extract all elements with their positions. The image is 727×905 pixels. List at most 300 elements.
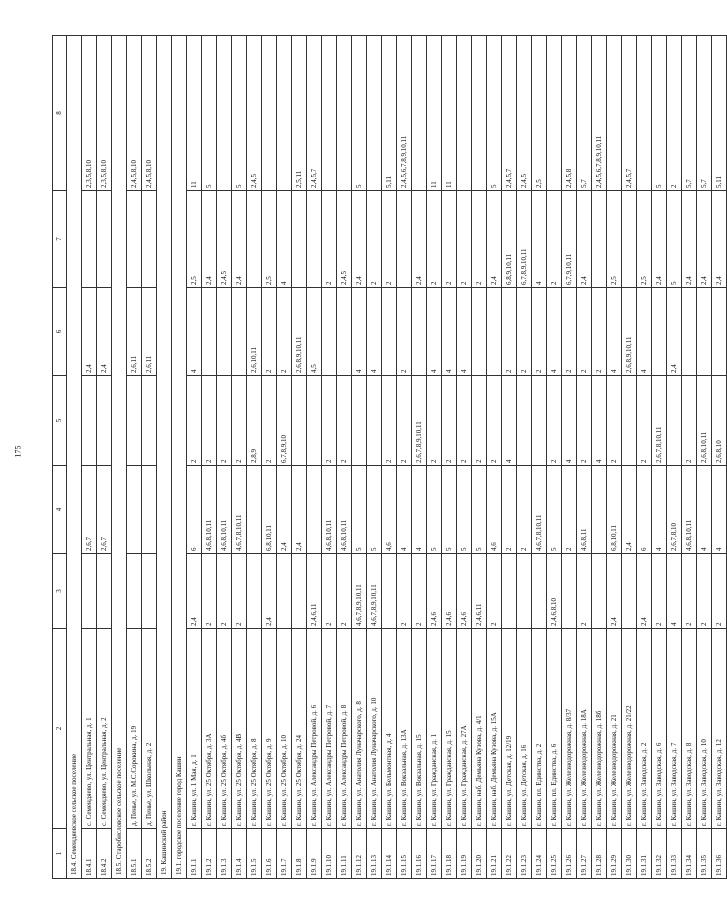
code-cell	[247, 554, 262, 629]
section-row	[67, 36, 82, 879]
code-cell: 5	[352, 466, 367, 554]
address-cell: г. Кашин, ул. 1 Мая, д. 1	[187, 629, 202, 829]
code-cell: 2	[217, 376, 232, 466]
address-cell: д. Пенье, ул. Школьная, д. 2	[142, 629, 157, 829]
row-number-cell: 19.1.28	[592, 829, 607, 879]
code-cell: 2,6,8,10,11	[697, 376, 712, 466]
code-cell	[592, 466, 607, 554]
code-cell: 2	[577, 376, 592, 466]
code-cell: 2,4	[682, 191, 697, 288]
row-number-cell: 19.1.2	[202, 829, 217, 879]
code-cell: 2,4	[622, 466, 637, 554]
table-row	[202, 36, 217, 879]
code-cell: 2,4,5,8,10	[127, 36, 142, 191]
row-number-cell: 19.1.20	[472, 829, 487, 879]
code-cell: 2,4	[487, 191, 502, 288]
code-cell: 2	[682, 376, 697, 466]
code-cell: 2	[487, 554, 502, 629]
code-cell: 2	[592, 288, 607, 376]
code-cell: 2,4,5,6,7,8,9,10,11	[592, 36, 607, 191]
table-row	[622, 36, 637, 879]
code-cell: 5	[547, 466, 562, 554]
code-cell: 4	[397, 466, 412, 554]
column-number: 1	[53, 829, 67, 879]
code-cell: 2,4	[667, 288, 682, 376]
code-cell: 6,7,8,9,10,11	[517, 191, 532, 288]
address-cell: г. Кашин, ул. 25 Октября, д. 3А	[202, 629, 217, 829]
code-cell	[382, 288, 397, 376]
code-cell: 2	[397, 376, 412, 466]
address-cell: г. Кашин, ул. Александры Петровой, д. 8	[337, 629, 352, 829]
code-cell	[142, 554, 157, 629]
row-number-cell: 19.1.30	[622, 829, 637, 879]
code-cell: 4	[187, 288, 202, 376]
code-cell: 4	[637, 288, 652, 376]
code-cell: 4,6,8,10,11	[217, 466, 232, 554]
table-row	[577, 36, 592, 879]
code-cell	[367, 376, 382, 466]
address-cell: г. Кашин, ул. 25 Октября, д. 10	[277, 629, 292, 829]
code-cell: 4	[442, 288, 457, 376]
code-cell	[97, 376, 112, 466]
code-cell: 11	[187, 36, 202, 191]
code-cell: 2	[412, 554, 427, 629]
address-cell: г. Кашин, пл. Единства, д. 2	[532, 629, 547, 829]
code-cell: 6,8,10,11	[607, 466, 622, 554]
code-cell: 2,4	[82, 288, 97, 376]
row-number-cell: 19.1.8	[292, 829, 307, 879]
code-cell: 6,7,9,10,11	[562, 191, 577, 288]
code-cell: 2,5	[637, 191, 652, 288]
code-cell: 5	[652, 36, 667, 191]
code-cell: 2,4	[262, 554, 277, 629]
code-cell: 2	[682, 554, 697, 629]
code-cell: 4	[652, 466, 667, 554]
code-cell	[652, 288, 667, 376]
table-row	[472, 36, 487, 879]
code-cell: 2,5	[532, 36, 547, 191]
address-cell: г. Кашин, ул. Гражданская, д. 1	[427, 629, 442, 829]
table-row	[607, 36, 622, 879]
code-cell: 2,4,5,6,7,8,9,10,11	[397, 36, 412, 191]
code-cell: 2,4	[202, 191, 217, 288]
code-cell: 2,6,7	[97, 466, 112, 554]
row-number-cell: 19.1.29	[607, 829, 622, 879]
code-cell	[607, 36, 622, 191]
code-cell: 5	[367, 466, 382, 554]
code-cell	[592, 554, 607, 629]
code-cell	[232, 288, 247, 376]
code-cell: 2,4	[97, 288, 112, 376]
table-row	[427, 36, 442, 879]
row-number-cell: 19.1.22	[502, 829, 517, 879]
code-cell	[247, 466, 262, 554]
table-row	[277, 36, 292, 879]
column-number: 5	[53, 376, 67, 466]
code-cell	[262, 36, 277, 191]
address-cell: г. Кашин, ул. 25 Октября, д. 4б	[217, 629, 232, 829]
address-cell: г. Кашин, наб. Демьяна Кузова, д. 4/1	[472, 629, 487, 829]
table-row	[517, 36, 532, 879]
code-cell: 2,4,5	[217, 191, 232, 288]
code-cell	[292, 376, 307, 466]
address-cell: с. Семендяево, ул. Центральная, д. 1	[82, 629, 97, 829]
row-number-cell: 19.1.3	[217, 829, 232, 879]
row-number-cell: 19.1.26	[562, 829, 577, 879]
table-row	[292, 36, 307, 879]
row-number-cell: 19.1.34	[682, 829, 697, 879]
table-row	[367, 36, 382, 879]
section-title: 18.4. Семендяевское сельское поселение	[67, 36, 82, 879]
code-cell: 4	[592, 376, 607, 466]
code-cell: 2	[217, 554, 232, 629]
table-row	[352, 36, 367, 879]
table-row	[337, 36, 352, 879]
code-cell: 4,6,8,10,11	[322, 466, 337, 554]
code-cell: 2	[577, 288, 592, 376]
code-cell	[622, 376, 637, 466]
table-row	[232, 36, 247, 879]
code-cell: 4,6,8,10,11	[202, 466, 217, 554]
code-cell: 2,6,7,8,10,11	[652, 376, 667, 466]
code-cell	[277, 36, 292, 191]
code-cell: 4	[352, 288, 367, 376]
row-number-cell: 19.1.25	[547, 829, 562, 879]
page-number: 175	[13, 445, 23, 458]
column-number: 3	[53, 554, 67, 629]
code-cell	[322, 36, 337, 191]
code-cell	[82, 191, 97, 288]
code-cell	[472, 36, 487, 191]
code-cell	[682, 288, 697, 376]
row-number-cell: 19.1.5	[247, 829, 262, 879]
code-cell: 5	[667, 191, 682, 288]
code-cell: 2,4,5,8,10	[142, 36, 157, 191]
code-cell: 2	[502, 466, 517, 554]
code-cell: 2	[457, 191, 472, 288]
code-cell: 2	[472, 191, 487, 288]
code-cell: 2,5	[187, 191, 202, 288]
code-cell: 2,4	[577, 191, 592, 288]
code-cell: 2,6,7,8,10	[667, 466, 682, 554]
address-cell: г. Кашин, ул. 25 Октября, д. 4В	[232, 629, 247, 829]
column-number: 8	[53, 36, 67, 191]
code-cell: 2,6,7,8,9,10,11	[412, 376, 427, 466]
row-number-cell: 19.1.27	[577, 829, 592, 879]
code-cell: 2,4	[187, 554, 202, 629]
column-number: 6	[53, 288, 67, 376]
code-cell	[97, 554, 112, 629]
table-row	[142, 36, 157, 879]
row-number-cell: 19.1.6	[262, 829, 277, 879]
code-cell	[637, 36, 652, 191]
code-cell: 5,11	[382, 36, 397, 191]
code-cell: 2	[262, 376, 277, 466]
code-cell: 2	[427, 376, 442, 466]
code-cell: 2,4,6	[427, 554, 442, 629]
address-cell: г. Кашин, ул. Александры Петровой, д. 6	[307, 629, 322, 829]
row-number-cell: 19.1.21	[487, 829, 502, 879]
code-cell: 4	[502, 376, 517, 466]
address-cell: г. Кашин, ул. Железнодорожная, д. 18б	[592, 629, 607, 829]
code-cell: 2	[667, 36, 682, 191]
code-cell	[382, 554, 397, 629]
code-cell: 2	[442, 376, 457, 466]
table-row	[322, 36, 337, 879]
address-cell: г. Кашин, ул. Детская, д. 12/19	[502, 629, 517, 829]
code-cell: 2	[427, 191, 442, 288]
code-cell: 2,4	[292, 466, 307, 554]
code-cell: 2,6,8,9,10,11	[292, 288, 307, 376]
code-cell: 2,3,5,8,10	[97, 36, 112, 191]
code-cell: 2	[262, 288, 277, 376]
code-cell: 2,4,5,7	[502, 36, 517, 191]
code-cell: 5	[232, 36, 247, 191]
column-number: 4	[53, 466, 67, 554]
address-cell: г. Кашин, ул. Бельмонтная, д. 4	[382, 629, 397, 829]
address-cell: г. Кашин, ул. Заводская, д. 8	[682, 629, 697, 829]
table-row	[487, 36, 502, 879]
code-cell: 4	[427, 288, 442, 376]
row-number-cell: 19.1.23	[517, 829, 532, 879]
code-cell	[247, 191, 262, 288]
row-number-cell: 19.1.33	[667, 829, 682, 879]
address-cell: г. Кашин, ул. Железнодорожная, д. 18А	[577, 629, 592, 829]
code-cell	[517, 376, 532, 466]
code-cell	[142, 191, 157, 288]
code-cell: 2	[187, 376, 202, 466]
code-cell: 6	[637, 466, 652, 554]
code-cell: 2	[637, 376, 652, 466]
table-row	[592, 36, 607, 879]
table-row	[247, 36, 262, 879]
code-cell: 2,6,11	[127, 288, 142, 376]
address-cell: д. Пенье, ул. М.С.Сорокина, д. 19	[127, 629, 142, 829]
row-number-cell: 19.1.4	[232, 829, 247, 879]
code-cell	[127, 554, 142, 629]
code-cell: 5	[202, 36, 217, 191]
code-cell: 2,6,7	[82, 466, 97, 554]
code-cell: 2	[472, 376, 487, 466]
code-cell	[547, 36, 562, 191]
address-cell: г. Кашин, ул. Заводская, д. 12	[712, 629, 727, 829]
code-cell: 2	[442, 191, 457, 288]
address-cell: г. Кашин, ул. Александры Петровой, д. 7	[322, 629, 337, 829]
column-number: 2	[53, 629, 67, 829]
code-cell: 2	[367, 191, 382, 288]
code-cell: 2,4,5	[247, 36, 262, 191]
code-cell: 2,4,6,11	[472, 554, 487, 629]
code-cell: 5	[487, 36, 502, 191]
code-cell: 6,8,10,11	[262, 466, 277, 554]
table-row	[262, 36, 277, 879]
code-cell: 2	[547, 376, 562, 466]
row-number-cell: 19.1.11	[337, 829, 352, 879]
address-cell: г. Кашин, ул. Железнодорожная, д. 21	[607, 629, 622, 829]
code-cell	[292, 191, 307, 288]
code-cell: 2,4,6,11	[307, 554, 322, 629]
address-cell: г. Кашин, ул. Гражданская, д. 27А	[457, 629, 472, 829]
code-cell: 2	[712, 554, 727, 629]
code-cell	[127, 191, 142, 288]
code-cell: 2	[547, 191, 562, 288]
code-cell: 4,6	[487, 466, 502, 554]
code-cell	[532, 376, 547, 466]
code-cell: 2,4,5,7	[307, 36, 322, 191]
table-row	[637, 36, 652, 879]
code-cell: 2,4	[652, 191, 667, 288]
code-cell	[367, 36, 382, 191]
row-number-cell: 19.1.9	[307, 829, 322, 879]
code-cell: 2	[562, 288, 577, 376]
row-number-cell: 19.1.10	[322, 829, 337, 879]
row-number-cell: 19.1.24	[532, 829, 547, 879]
code-cell: 2,5	[262, 191, 277, 288]
section-title: 19.1. городское поселение город Кашин	[172, 36, 187, 879]
table-row	[712, 36, 727, 879]
row-number-cell: 18.5.2	[142, 829, 157, 879]
code-cell: 5	[472, 466, 487, 554]
table-row	[667, 36, 682, 879]
address-cell: г. Кашин, ул. 25 Октября, д. 24	[292, 629, 307, 829]
table-row	[82, 36, 97, 879]
address-cell: г. Кашин, ул. Гражданская, д. 15	[442, 629, 457, 829]
table-row	[127, 36, 142, 879]
address-cell: г. Кашин, ул. Вокзальная, д. 13А	[397, 629, 412, 829]
code-cell: 4	[547, 288, 562, 376]
row-number-cell: 19.1.36	[712, 829, 727, 879]
code-cell	[622, 554, 637, 629]
code-cell: 2	[337, 554, 352, 629]
code-cell: 4	[277, 191, 292, 288]
address-cell: г. Кашин, ул. Железнодорожная, д. 21/22	[622, 629, 637, 829]
code-cell: 2,4	[712, 191, 727, 288]
code-cell: 4,6,7,8,9,10,11	[352, 554, 367, 629]
code-cell: 2	[277, 288, 292, 376]
code-cell: 2,4,5,7	[622, 36, 637, 191]
row-number-cell: 19.1.32	[652, 829, 667, 879]
section-row	[172, 36, 187, 879]
code-cell: 4	[457, 288, 472, 376]
code-cell: 2,4	[352, 191, 367, 288]
section-title: 18.5. Старобисловское сельское поселение	[112, 36, 127, 879]
code-cell: 2	[337, 376, 352, 466]
table-row	[547, 36, 562, 879]
row-number-cell: 19.1.1	[187, 829, 202, 879]
code-cell: 2	[577, 554, 592, 629]
code-cell	[487, 288, 502, 376]
address-cell: г. Кашин, ул. Анатолия Луначарского, д. 8	[352, 629, 367, 829]
code-cell: 2	[382, 376, 397, 466]
table-row	[397, 36, 412, 879]
code-cell: 4	[532, 191, 547, 288]
code-cell: 4,5	[307, 288, 322, 376]
table-body	[53, 36, 727, 879]
code-cell	[592, 191, 607, 288]
table-row	[217, 36, 232, 879]
table-row	[697, 36, 712, 879]
table-row	[682, 36, 697, 879]
table-row	[307, 36, 322, 879]
code-cell	[82, 554, 97, 629]
row-number-cell: 19.1.12	[352, 829, 367, 879]
address-cell: г. Кашин, ул. Заводская, д. 7	[667, 629, 682, 829]
address-cell: г. Кашин, ул. Анатолия Луначарского, д. 10	[367, 629, 382, 829]
row-number-cell: 19.1.31	[637, 829, 652, 879]
code-cell: 4,6,8,10,11	[682, 466, 697, 554]
address-cell: г. Кашин, ул. 25 Октября, д. 8	[247, 629, 262, 829]
code-cell: 4	[562, 376, 577, 466]
code-cell: 5	[352, 36, 367, 191]
code-cell	[142, 376, 157, 466]
code-cell	[217, 288, 232, 376]
code-cell: 6	[187, 466, 202, 554]
column-number: 7	[53, 191, 67, 288]
code-cell: 4,6,7,8,10,11	[232, 466, 247, 554]
code-cell	[127, 376, 142, 466]
code-cell: 2,6,8,10	[712, 376, 727, 466]
registry-table	[52, 35, 727, 879]
code-cell: 4,6,7,8,9,10,11	[367, 554, 382, 629]
code-cell	[337, 288, 352, 376]
code-cell: 2,4,6	[442, 554, 457, 629]
row-number-cell: 19.1.19	[457, 829, 472, 879]
code-cell	[457, 36, 472, 191]
code-cell: 2	[457, 376, 472, 466]
table-row	[187, 36, 202, 879]
row-number-cell: 19.1.7	[277, 829, 292, 879]
row-number-cell: 19.1.15	[397, 829, 412, 879]
code-cell	[562, 554, 577, 629]
code-cell	[202, 288, 217, 376]
code-cell	[322, 288, 337, 376]
code-cell	[472, 288, 487, 376]
code-cell: 2	[652, 554, 667, 629]
code-cell: 4	[607, 288, 622, 376]
code-cell: 2	[397, 288, 412, 376]
code-cell	[337, 36, 352, 191]
table-row	[442, 36, 457, 879]
table-row	[382, 36, 397, 879]
table-row	[412, 36, 427, 879]
code-cell	[127, 466, 142, 554]
code-cell: 5,7	[577, 36, 592, 191]
code-cell: 5,7	[697, 36, 712, 191]
code-cell: 2	[607, 376, 622, 466]
code-cell: 2,4	[412, 191, 427, 288]
table-row	[457, 36, 472, 879]
rotated-table-container	[52, 36, 723, 879]
code-cell	[517, 554, 532, 629]
code-cell: 5	[427, 466, 442, 554]
code-cell: 2	[232, 554, 247, 629]
code-cell: 6,7,8,9,10	[277, 376, 292, 466]
code-cell: 4	[667, 554, 682, 629]
address-cell: г. Кашин, ул. Вокзальная, д. 15	[412, 629, 427, 829]
address-cell: г. Кашин, ул. Заводская, д. 2	[637, 629, 652, 829]
code-cell: 6,8,9,10,11	[502, 191, 517, 288]
code-cell: 2,4	[607, 554, 622, 629]
code-cell: 2	[517, 466, 532, 554]
code-cell: 4,6	[382, 466, 397, 554]
code-cell: 2	[322, 376, 337, 466]
code-cell: 2	[487, 376, 502, 466]
code-cell: 2,6,8,9,10,11	[622, 288, 637, 376]
code-cell	[142, 466, 157, 554]
table-row	[532, 36, 547, 879]
column-number-row	[53, 36, 67, 879]
code-cell: 2	[382, 191, 397, 288]
